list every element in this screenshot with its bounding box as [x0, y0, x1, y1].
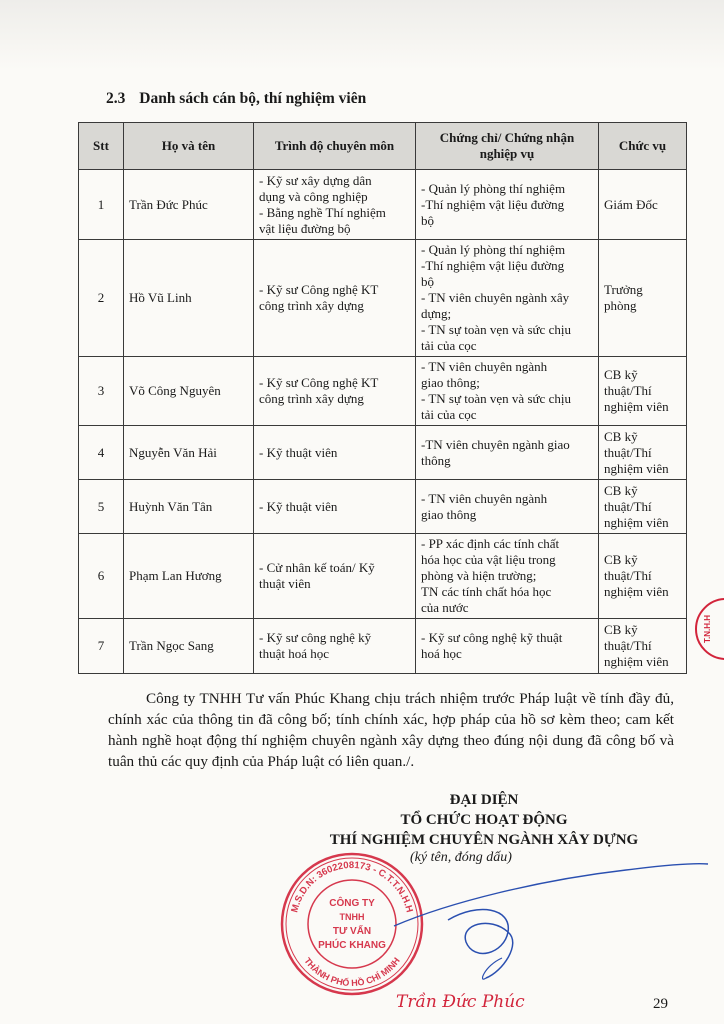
svg-text:TƯ VẤN: TƯ VẤN — [332, 926, 372, 937]
sign-title-3: THÍ NGHIỆM CHUYÊN NGÀNH XÂY DỰNG — [329, 832, 639, 848]
svg-text:PHÚC KHANG: PHÚC KHANG — [318, 940, 386, 951]
statement-text: Công ty TNHH Tư vấn Phúc Khang chịu trách nhiệm trước Pháp luật về tính đầy đủ, chính xác của thông tin đã công bố; tính chính xác, hợp pháp của hồ sơ kèm theo; cam kết hành nghề hoạt động thí nghiệm chuyên ngành xây dựng theo đúng nội dung đã công bố và tuân thủ các quy định của Pháp luật có liên quan./. — [108, 690, 674, 770]
svg-text:TNHH: TNHH — [339, 912, 365, 922]
cell-qualification: - Kỹ sư công nghệ kỹ thuật hoá học — [254, 619, 416, 674]
svg-text:CÔNG TY: CÔNG TY — [329, 898, 375, 909]
cell-position: Giám Đốc — [599, 170, 687, 240]
section-number: 2.3 — [106, 90, 126, 107]
edge-seal-fragment — [688, 592, 724, 666]
cell-certificate: - Quản lý phòng thí nghiệm -Thí nghiệm vật liệu đường bộ - TN viên chuyên ngành xây dựng; - TN sự toàn vẹn và sức chịu tải của cọc — [416, 240, 599, 357]
cell-position: Trưởng phòng — [599, 240, 687, 357]
cell-stt: 7 — [79, 619, 124, 674]
cell-certificate: - TN viên chuyên ngành giao thông — [416, 480, 599, 534]
cell-position: CB kỹ thuật/Thí nghiệm viên — [599, 480, 687, 534]
sign-note: (ký tên, đóng dấu) — [410, 850, 512, 865]
cell-certificate: - Kỹ sư công nghệ kỹ thuật hoá học — [416, 619, 599, 674]
header-name: Họ và tên — [124, 123, 254, 170]
header-qualification: Trình độ chuyên môn — [254, 123, 416, 170]
sign-title-1: ĐẠI DIỆN — [449, 792, 519, 808]
cell-name: Trần Ngọc Sang — [124, 619, 254, 674]
cell-position: CB kỹ thuật/Thí nghiệm viên — [599, 426, 687, 480]
cell-qualification: - Kỹ sư Công nghệ KT công trình xây dựng — [254, 357, 416, 426]
cell-certificate: -TN viên chuyên ngành giao thông — [416, 426, 599, 480]
cell-name: Trần Đức Phúc — [124, 170, 254, 240]
cell-stt: 4 — [79, 426, 124, 480]
responsibility-statement — [108, 688, 674, 772]
section-title: Danh sách cán bộ, thí nghiệm viên — [139, 90, 367, 107]
page-number: 29 — [653, 996, 668, 1012]
staff-table — [78, 122, 687, 674]
cell-position: CB kỹ thuật/Thí nghiệm viên — [599, 534, 687, 619]
cell-name: Phạm Lan Hương — [124, 534, 254, 619]
signature-block — [260, 790, 708, 850]
table-row — [79, 357, 687, 426]
cell-qualification: - Cử nhân kế toán/ Kỹ thuật viên — [254, 534, 416, 619]
cell-stt: 6 — [79, 534, 124, 619]
cell-position: CB kỹ thuật/Thí nghiệm viên — [599, 357, 687, 426]
section-heading — [106, 90, 366, 108]
table-row — [79, 170, 687, 240]
cell-name: Huỳnh Văn Tân — [124, 480, 254, 534]
cell-name: Hồ Vũ Linh — [124, 240, 254, 357]
cell-qualification: - Kỹ sư xây dựng dân dụng và công nghiệp - Bằng nghề Thí nghiệm vật liệu đường bộ — [254, 170, 416, 240]
cell-qualification: - Kỹ thuật viên — [254, 480, 416, 534]
cell-stt: 3 — [79, 357, 124, 426]
cell-stt: 5 — [79, 480, 124, 534]
table-row — [79, 426, 687, 480]
cell-name: Võ Công Nguyên — [124, 357, 254, 426]
cell-position: CB kỹ thuật/Thí nghiệm viên — [599, 619, 687, 674]
cell-certificate: - PP xác định các tính chất hóa học của vật liệu trong phòng và hiện trường; TN các tính chất hóa học của nước — [416, 534, 599, 619]
cell-stt: 1 — [79, 170, 124, 240]
cell-stt: 2 — [79, 240, 124, 357]
cell-qualification: - Kỹ sư Công nghệ KT công trình xây dựng — [254, 240, 416, 357]
table-row — [79, 240, 687, 357]
table-row — [79, 619, 687, 674]
header-position: Chức vụ — [599, 123, 687, 170]
cell-certificate: - TN viên chuyên ngành giao thông; - TN sự toàn vẹn và sức chịu tải của cọc — [416, 357, 599, 426]
svg-text:THÀNH PHỐ HỒ CHÍ MINH: THÀNH PHỐ HỒ CHÍ MINH — [302, 955, 402, 989]
signer-name: Trần Đức Phúc — [396, 992, 525, 1012]
cell-name: Nguyễn Văn Hải — [124, 426, 254, 480]
handwritten-signature — [390, 862, 710, 992]
table-row — [79, 534, 687, 619]
header-stt: Stt — [79, 123, 124, 170]
sign-title-2: TỔ CHỨC HOẠT ĐỘNG — [400, 812, 568, 828]
svg-text:T.N.H.H: T.N.H.H — [703, 615, 712, 643]
cell-certificate: - Quản lý phòng thí nghiệm -Thí nghiệm vật liệu đường bộ — [416, 170, 599, 240]
header-certificate: Chứng chỉ/ Chứng nhận nghiệp vụ — [416, 123, 599, 170]
table-row — [79, 480, 687, 534]
cell-qualification: - Kỹ thuật viên — [254, 426, 416, 480]
svg-text:M.S.D.N: 3602208173 - C.T.T.N.: M.S.D.N: 3602208173 - C.T.T.N.H.H — [289, 859, 415, 914]
table-header-row — [79, 123, 687, 170]
scan-shading — [0, 0, 724, 70]
